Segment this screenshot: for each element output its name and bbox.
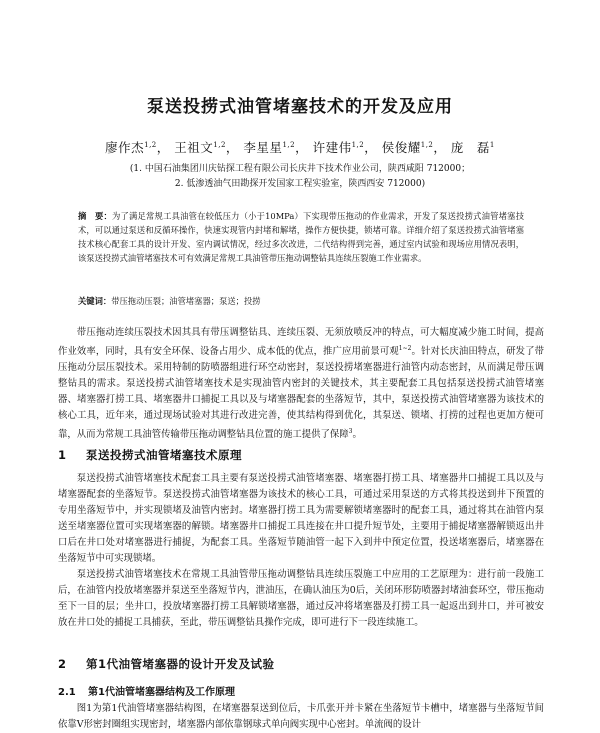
section-number: 2 xyxy=(58,657,67,671)
section-number: 1 xyxy=(58,448,67,462)
author-affil-mark: 1,2 xyxy=(144,140,157,149)
section-heading xyxy=(58,656,275,672)
abstract-text: 为了满足常规工具油管在较低压力（小于10MPa）下实现带压拖动的作业需求，开发了泵送投捞式油管堵塞技术，可以通过泵送和反循环操作，快速实现管内封堵和解堵，操作方便快捷，锁堵可靠。详细介绍了泵送投捞式油管堵塞技术核心配套工具的设计开发、室内调试情况，经过多次改进，二代结构得到完善，通过室内试验和现场应用情况表明，该泵送投捞式油管堵塞技术可有效满足常规工具油管带压拖动调整钻具连续压裂施工作业需求。 xyxy=(78,211,524,263)
abstract-label: 摘 要： xyxy=(78,211,113,221)
citation: 1~2 xyxy=(398,344,412,352)
abstract xyxy=(78,210,524,266)
section-title: 第1代油管堵塞器的设计开发及试验 xyxy=(86,657,275,671)
subsection-title: 第1代油管堵塞器结构及工作原理 xyxy=(88,687,235,698)
author-affil-mark: 1,2 xyxy=(213,140,226,149)
section-title: 泵送投捞式油管堵塞技术原理 xyxy=(86,448,242,462)
keywords-label: 关键词： xyxy=(78,296,112,306)
author-name: 侯俊耀 xyxy=(381,140,421,155)
body-paragraph: 图1为第1代油管堵塞器结构图，在堵塞器泵送到位后，卡爪张开并卡紧在坐落短节卡槽中，堵塞器与坐落短节间依靠V形密封圈组实现密封，堵塞器内部依靠钢球式单向阀实现中心密封。单流阀的设计 xyxy=(58,703,544,730)
author-name: 许建伟 xyxy=(312,140,352,155)
intro-text-cont: 。针对长庆油田特点，研发了带压拖动分层压裂技术。采用特制的防喷器组进行环空动密封，泵送投捞堵塞器进行油管内动态密封，从而满足带压调整钻具的需求。泵送投捞式油管堵塞技术是实现油管内密封的关键技术，其主要配套工具包括泵送投捞式油管堵塞器、堵塞器打捞工具、堵塞器井口捕捉工具以及与堵塞器配套的坐落短节，其中，泵送投捞式油管堵塞器为该技术的核心工具，近年来，通过现场试验对其进行改进完善，使其结构得到优化，其泵送、锁堵、打捞的过程也更加方便可靠，从而为常规工具油管传输带压拖动调整钻具位置的施工提供了保障 xyxy=(58,346,544,440)
body-paragraph: 泵送投捞式油管堵塞技术配套工具主要有泵送投捞式油管堵塞器、堵塞器打捞工具、堵塞器井口捕捉工具以及与堵塞器配套的坐落短节。泵送投捞式油管堵塞器为该技术的核心工具，可通过采用泵送的方式将其投送到井下预置的专用坐落短节中，并实现锁堵及油管内密封。堵塞器打捞工具为需要解锁堵塞器时的配套工具，通过将其在油管内泵送至堵塞器位置可实现堵塞器的解锁。堵塞器井口捕捉工具连接在井口提升短节处，主要用于捕捉堵塞器解锁返出井口后在井口处对堵塞器进行捕捉，为配套工具。坐落短节随油管一起下入到井中预定位置，投送堵塞器后，堵塞器在坐落短节中可实现锁堵。 xyxy=(58,473,544,564)
keywords-text: 带压拖动压裂；油管堵塞器；泵送；投捞 xyxy=(111,296,261,306)
author-separator: ， xyxy=(295,140,309,155)
affiliation-line: 2. 低渗透油气田勘探开发国家工程实验室，陕西西安 712000) xyxy=(174,179,426,189)
author-separator: ， xyxy=(364,140,378,155)
author-separator: ， xyxy=(156,140,170,155)
intro-end: 。 xyxy=(352,428,362,440)
author-separator: ， xyxy=(225,140,239,155)
paper-title: 泵送投捞式油管堵塞技术的开发及应用 xyxy=(147,97,453,117)
author-affil-mark: 1,2 xyxy=(351,140,365,149)
section-heading xyxy=(58,447,242,463)
intro-paragraph xyxy=(58,325,544,443)
author-affil-mark: 1 xyxy=(489,140,495,149)
author-name: 廖作杰 xyxy=(105,140,145,155)
author-separator: ， xyxy=(433,140,447,155)
author-name: 庞 磊 xyxy=(450,140,490,155)
subsection-heading xyxy=(58,683,235,698)
affiliation-line: (1. 中国石油集团川庆钻探工程有限公司长庆井下技术作业公司，陕西咸阳 712000； xyxy=(129,164,471,174)
author-affil-mark: 1,2 xyxy=(282,140,296,149)
body-paragraph: 泵送投捞式油管堵塞技术在常规工具油管带压拖动调整钻具连续压裂施工中应用的工艺原理为：进行前一段施工后，在油管内投放堵塞器并泵送至坐落短节内，泄油压，在确认油压为0后，关闭环形防喷器封堵油套环空，带压拖动至下一目的层；坐井口，投放堵塞器打捞工具解锁堵塞器，通过反冲将堵塞器及打捞工具一起返出到井口，并可被安放在井口处的捕捉工具捕获，至此，带压调整钻具操作完成，即可进行下一段连续施工。 xyxy=(58,569,544,628)
author-affil-mark: 1,2 xyxy=(420,140,434,149)
citation: 3 xyxy=(348,427,353,435)
subsection-number: 2.1 xyxy=(58,687,76,698)
author-list xyxy=(0,138,600,156)
author-name: 李星星 xyxy=(243,140,283,155)
keywords xyxy=(78,295,524,308)
author-name: 王祖文 xyxy=(174,140,214,155)
intro-text: 带压拖动连续压裂技术因其具有带压调整钻具、连续压裂、无须放喷反冲的特点，可大幅度减少施工时间，提高作业效率，同时，具有安全环保、设备占用少、成本低的优点，推广应用前景可观 xyxy=(58,327,544,358)
